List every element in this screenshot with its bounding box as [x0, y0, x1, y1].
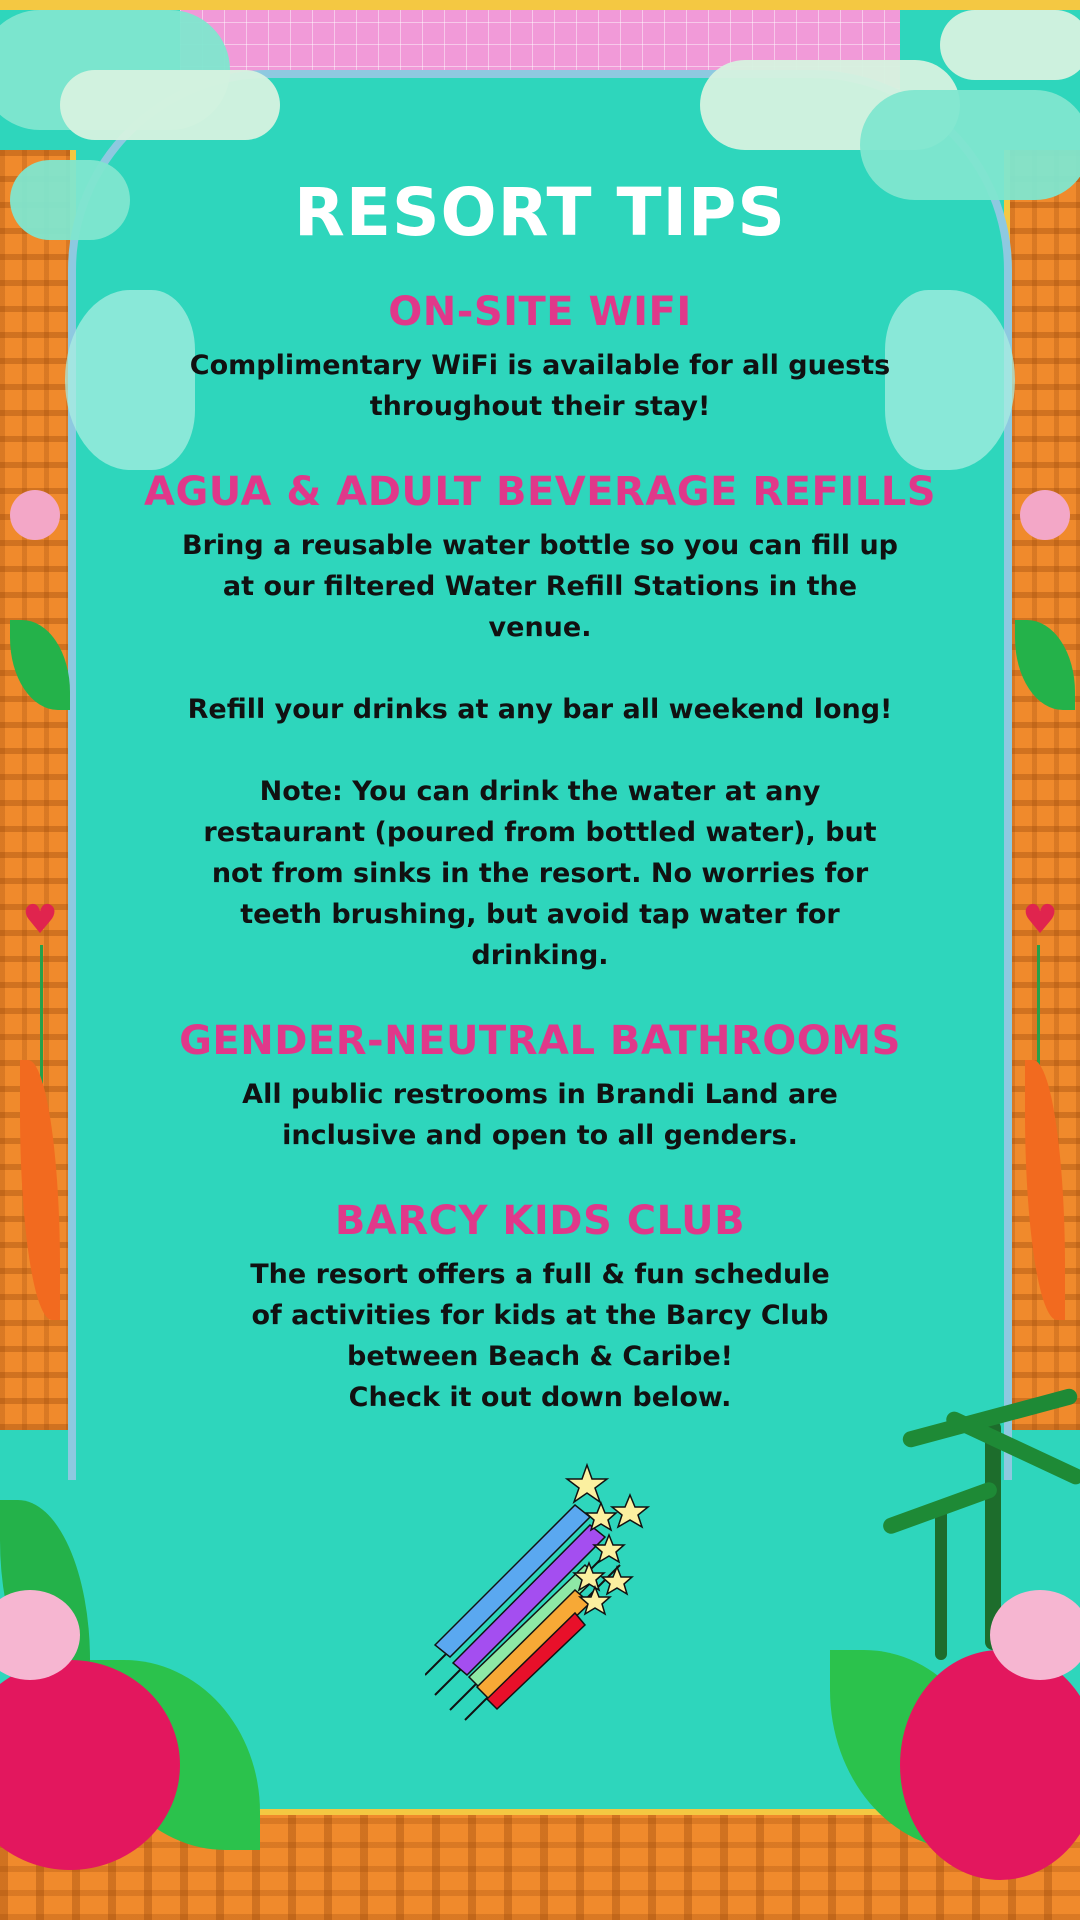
sacred-heart-icon: ♥ — [22, 897, 58, 943]
section-heading: AGUA & ADULT BEVERAGE REFILLS — [144, 469, 936, 515]
section-heading: ON-SITE WIFI — [388, 289, 692, 335]
heart-stem — [40, 945, 43, 1085]
tip-section-kids-club — [140, 1198, 940, 1418]
frame-top-border — [0, 0, 1080, 10]
tip-section-refills — [140, 469, 940, 976]
cloud-icon — [60, 70, 280, 140]
page-title: RESORT TIPS — [294, 174, 786, 251]
cloud-icon — [940, 10, 1080, 80]
palm-tree-icon — [935, 1500, 947, 1660]
section-body: The resort offers a full & fun schedule of activities for kids at the Barcy Club between Beach & Caribe! Check it out down below. — [250, 1259, 830, 1413]
section-heading: BARCY KIDS CLUB — [334, 1198, 746, 1244]
hibiscus-icon — [990, 1590, 1080, 1680]
section-heading: GENDER-NEUTRAL BATHROOMS — [179, 1018, 901, 1064]
pink-flower-icon — [1020, 490, 1070, 540]
tip-section-bathrooms — [140, 1018, 940, 1156]
sacred-heart-icon: ♥ — [1022, 897, 1058, 943]
pink-flower-icon — [10, 490, 60, 540]
section-body: Complimentary WiFi is available for all guests throughout their stay! — [189, 350, 891, 422]
shooting-stars-icon — [425, 1455, 655, 1725]
tips-content — [140, 160, 940, 1460]
section-body: Bring a reusable water bottle so you can fill up at our filtered Water Refill Stations in the venue. Refill your drinks at any bar all weekend long! Note: You can drink the water at any restaurant (poured from bottled water), but not from sinks in the resort. No worries for teeth brushing, but avoid tap water for drinking. — [181, 530, 898, 971]
tip-section-wifi — [140, 289, 940, 427]
cloud-icon — [10, 160, 130, 240]
section-body: All public restrooms in Brandi Land are inclusive and open to all genders. — [242, 1079, 838, 1151]
